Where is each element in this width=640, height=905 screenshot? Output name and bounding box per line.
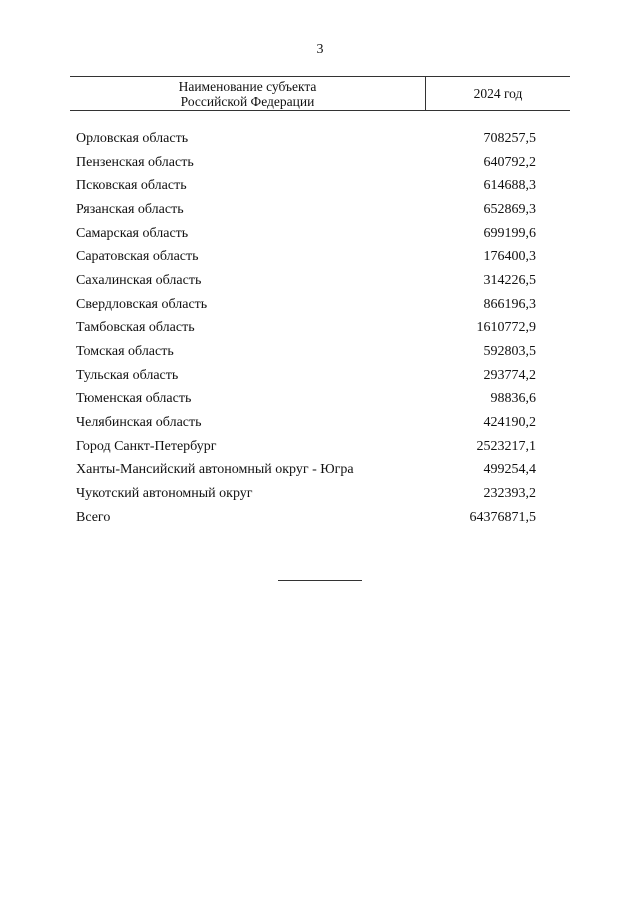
column-header-subject-line1: Наименование субъекта <box>178 78 317 94</box>
row-value: 293774,2 <box>483 367 536 383</box>
page-number: 3 <box>316 42 324 57</box>
row-value: 176400,3 <box>483 249 536 265</box>
row-subject: Город Санкт-Петербург <box>76 438 217 454</box>
row-value: 232393,2 <box>483 486 536 502</box>
table-body <box>76 127 536 530</box>
row-subject: Челябинская область <box>76 415 202 431</box>
row-subject: Тамбовская область <box>76 320 195 336</box>
table-row <box>76 293 536 317</box>
row-value: 64376871,5 <box>469 509 536 525</box>
row-value: 592803,5 <box>483 344 536 360</box>
table-row <box>76 151 536 175</box>
column-header-year: 2024 год <box>473 85 523 101</box>
row-subject: Орловская область <box>76 130 189 146</box>
table-row <box>76 435 536 459</box>
row-subject: Пензенская область <box>76 154 194 170</box>
table-row <box>76 127 536 151</box>
row-value: 708257,5 <box>483 130 536 146</box>
row-value: 2523217,1 <box>476 438 536 454</box>
row-value: 499254,4 <box>483 462 536 478</box>
row-value: 699199,6 <box>483 225 536 241</box>
table-row-total <box>76 506 536 530</box>
table-row <box>76 174 536 198</box>
column-header-subject <box>70 77 426 110</box>
table-header <box>70 76 570 111</box>
table-row <box>76 222 536 246</box>
row-subject: Тульская область <box>76 367 179 383</box>
row-subject: Самарская область <box>76 225 189 241</box>
row-value: 866196,3 <box>483 296 536 312</box>
table-row <box>76 388 536 412</box>
end-divider-line <box>278 580 362 581</box>
row-value: 652869,3 <box>483 201 536 217</box>
table-row <box>76 411 536 435</box>
row-subject: Свердловская область <box>76 296 208 312</box>
table-row <box>76 269 536 293</box>
row-subject: Чукотский автономный округ <box>76 486 253 502</box>
table-row <box>76 340 536 364</box>
row-subject: Псковская область <box>76 178 187 194</box>
row-value: 640792,2 <box>483 154 536 170</box>
table-row <box>76 317 536 341</box>
row-subject: Ханты-Мансийский автономный округ - Югра <box>76 462 354 478</box>
column-header-subject-line2: Российской Федерации <box>180 93 315 109</box>
table-row <box>76 198 536 222</box>
row-subject: Всего <box>76 509 111 525</box>
row-subject: Сахалинская область <box>76 272 202 288</box>
row-subject: Саратовская область <box>76 249 199 265</box>
row-value: 314226,5 <box>483 272 536 288</box>
row-subject: Тюменская область <box>76 391 192 407</box>
row-value: 98836,6 <box>490 391 536 407</box>
row-subject: Томская область <box>76 344 174 360</box>
table-row <box>76 245 536 269</box>
table-row <box>76 364 536 388</box>
table-row <box>76 459 536 483</box>
row-subject: Рязанская область <box>76 201 184 217</box>
table-row <box>76 482 536 506</box>
row-value: 424190,2 <box>483 415 536 431</box>
row-value: 614688,3 <box>483 178 536 194</box>
row-value: 1610772,9 <box>476 320 536 336</box>
